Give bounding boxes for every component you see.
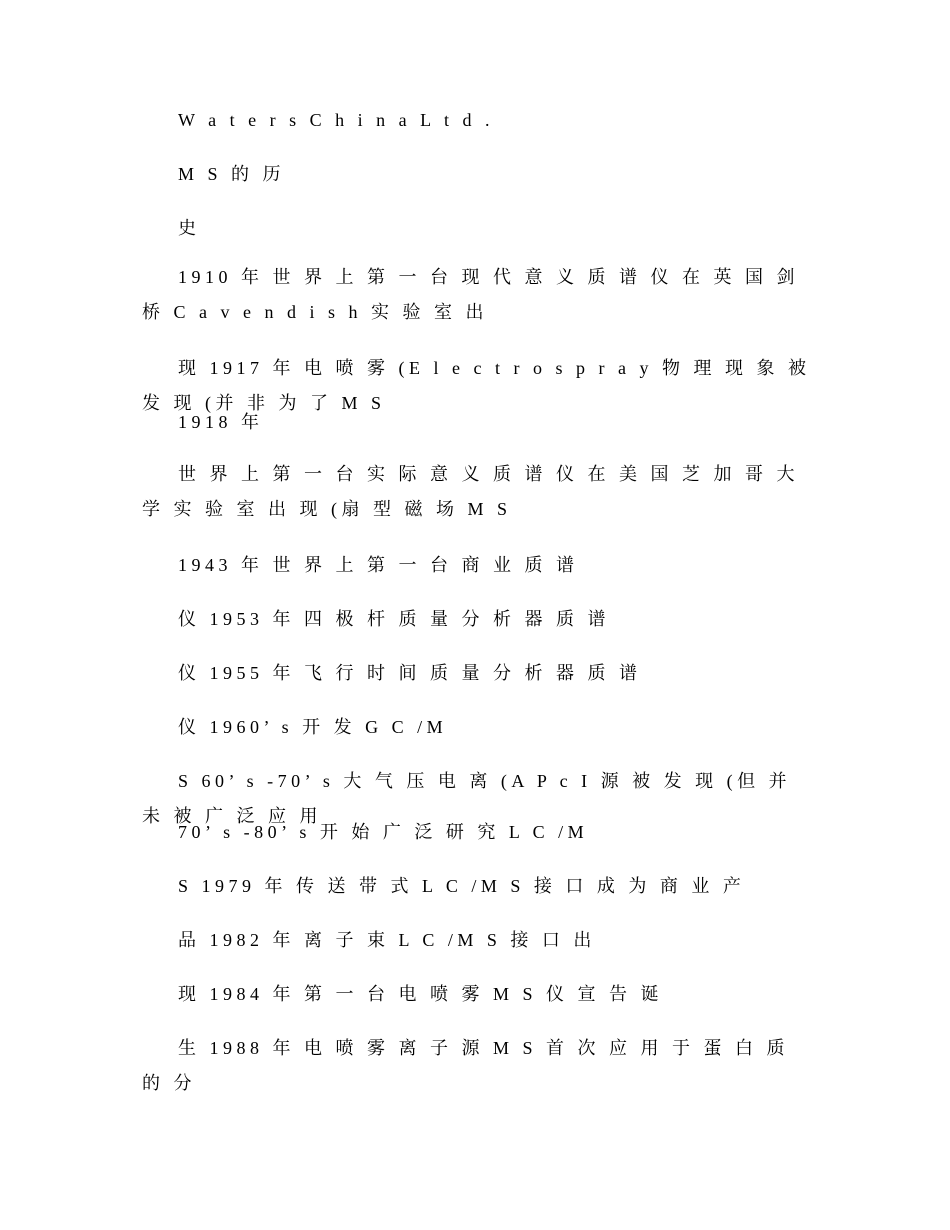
paragraph-1955: 仪 1955 年 飞 行 时 间 质 量 分 析 器 质 谱 — [178, 663, 642, 683]
paragraph-heading-part2: 史 — [178, 218, 201, 238]
paragraph-1979: S 1979 年 传 送 带 式 L C /M S 接 口 成 为 商 业 产 — [178, 876, 746, 896]
paragraph-1917: 现 1917 年 电 喷 雾 (E l e c t r o s p r a y 物 理 现 象 被 发 现 (并 非 为 了 M S — [142, 358, 811, 413]
paragraph-1953: 仪 1953 年 四 极 杆 质 量 分 析 器 质 谱 — [178, 609, 610, 629]
paragraph-heading-part1: M S 的 历 — [178, 164, 286, 184]
paragraph-1984: 现 1984 年 第 一 台 电 喷 雾 M S 仪 宣 告 诞 — [178, 984, 664, 1004]
paragraph-1960s: 仪 1960’ s 开 发 G C /M — [178, 717, 448, 737]
paragraph-70s-80s: 70’ s -80’ s 开 始 广 泛 研 究 L C /M — [178, 822, 589, 842]
paragraph-company: W a t e r s C h i n a L t d . — [178, 110, 494, 130]
paragraph-1910: 1910 年 世 界 上 第 一 台 现 代 意 义 质 谱 仪 在 英 国 剑 桥 C a v e n d i s h 实 验 室 出 — [142, 267, 799, 322]
paragraph-1943: 1943 年 世 界 上 第 一 台 商 业 质 谱 — [178, 555, 579, 575]
paragraph-1988: 生 1988 年 电 喷 雾 离 子 源 M S 首 次 应 用 于 蛋 白 质 的 分 — [142, 1038, 790, 1093]
paragraph-1918: 1918 年 — [178, 412, 264, 432]
paragraph-1982: 品 1982 年 离 子 束 L C /M S 接 口 出 — [178, 930, 596, 950]
paragraph-60s-70s: S 60’ s -70’ s 大 气 压 电 离 (A P c I 源 被 发 现 (但 并 未 被 广 泛 应 用 — [142, 771, 792, 826]
paragraph-first-practical-ms: 世 界 上 第 一 台 实 际 意 义 质 谱 仪 在 美 国 芝 加 哥 大 学 实 验 室 出 现 (扇 型 磁 场 M S — [142, 464, 799, 519]
